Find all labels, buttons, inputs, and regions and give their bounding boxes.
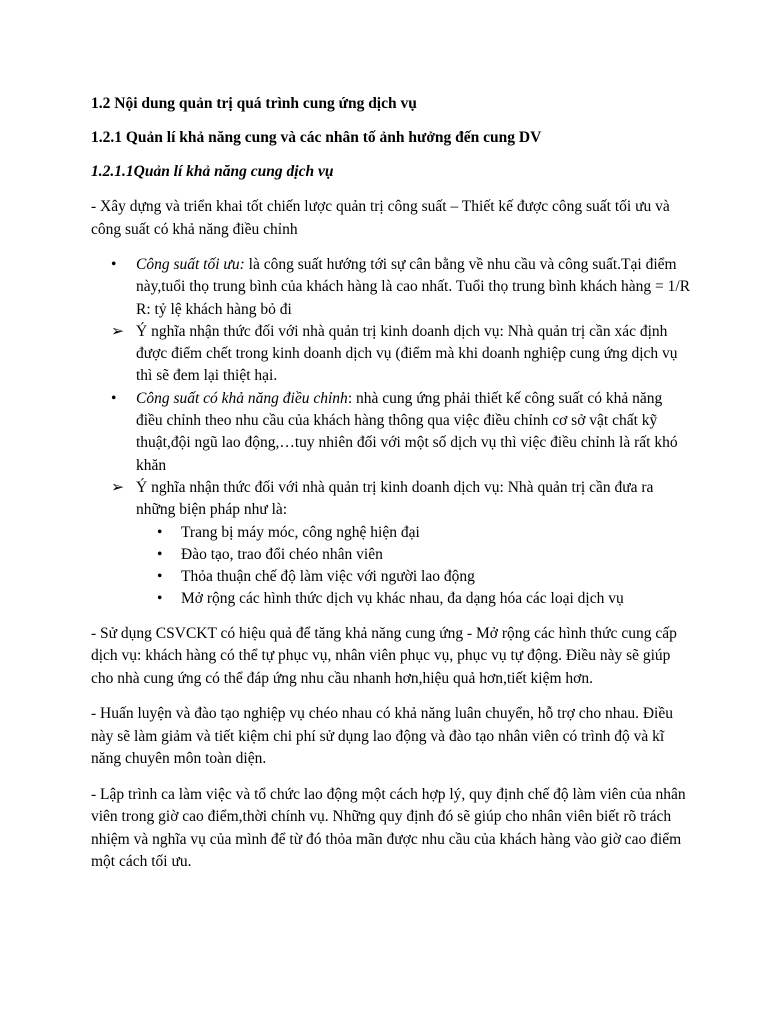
paragraph-csvckt: - Sử dụng CSVCKT có hiệu quả để tăng khả năng cung ứng - Mở rộng các hình thức cung cấp dịch vụ: khách hàng có thể tự phục vụ, nhân viên phục vụ, phục vụ tự động. Điều này sẽ giúp cho nhà cung ứng có thể đáp ứng nhu cầu nhanh hơn,hiệu quả hơn,tiết kiệm hơn. xyxy=(91,624,677,687)
sub-list-item: • Thỏa thuận chế độ làm việc với người lao động xyxy=(91,566,691,588)
list-item-optimal-capacity xyxy=(91,254,691,321)
sub-list-item: • Mở rộng các hình thức dịch vụ khác nhau, đa dạng hóa các loại dịch vụ xyxy=(91,588,691,610)
item-text: Ý nghĩa nhận thức đối với nhà quản trị kinh doanh dịch vụ: Nhà quản trị cần đưa ra những biện pháp như là: xyxy=(136,478,654,519)
sub-list-item: • Đào tạo, trao đổi chéo nhân viên xyxy=(91,544,691,566)
list-item-meaning-1 xyxy=(91,321,691,388)
bullet-icon: • xyxy=(157,568,163,586)
item-text: Ý nghĩa nhận thức đối với nhà quản trị kinh doanh dịch vụ: Nhà quản trị cần xác định được điểm chết trong kinh doanh dịch vụ (điểm mà khi doanh nghiệp cung ứng dịch vụ thì sẽ đem lại thiệt hại. xyxy=(136,322,678,385)
term-adjustable-capacity: Công suất có khả năng điều chỉnh xyxy=(136,389,348,407)
heading-1-2: 1.2 Nội dung quản trị quá trình cung ứng dịch vụ xyxy=(91,95,417,112)
capacity-list xyxy=(91,254,691,611)
bullet-icon: • xyxy=(111,256,117,273)
paragraph-training: - Huấn luyện và đào tạo nghiệp vụ chéo nhau có khả năng luân chuyển, hỗ trợ cho nhau. Điều này sẽ làm giảm và tiết kiệm chi phí sử dụng lao động và đào tạo nhân viên có trình độ và kĩ năng chuyên môn toàn diện. xyxy=(91,705,673,768)
item-text: : nhà cung ứng phải thiết kế công suất có khả năng điều chỉnh theo nhu cầu của khách hàng thông qua việc điều chỉnh cơ sở vật chất kỹ thuật,đội ngũ lao động,…tuy nhiên đối với một số dịch vụ thì việc điều chỉnh là rất khó khăn xyxy=(136,389,678,474)
list-item-adjustable-capacity xyxy=(91,388,691,477)
document-body xyxy=(91,93,691,887)
item-text: là công suất hướng tới sự cân bằng về nhu cầu và công suất.Tại điểm này,tuổi thọ trung bình của khách hàng là cao nhất. Tuổi thọ trung bình khách hàng = 1/R R: tỷ lệ khách hàng bỏ đi xyxy=(136,256,691,318)
bullet-icon: • xyxy=(111,389,117,407)
term-optimal-capacity: Công suất tối ưu: xyxy=(136,256,245,273)
bullet-icon: • xyxy=(157,590,163,608)
list-item-meaning-2 xyxy=(91,477,691,611)
heading-1-2-1-1: 1.2.1.1Quản lí khả năng cung dịch vụ xyxy=(91,163,334,180)
paragraph-scheduling: - Lập trình ca làm việc và tổ chức lao động một cách hợp lý, quy định chế độ làm viên của nhân viên trong giờ cao điểm,thời chính vụ. Những quy định đó sẽ giúp cho nhân viên biết rõ trách nhiệm và nghĩa vụ của mình để từ đó thỏa mãn được nhu cầu của khách hàng vào giờ cao điểm một cách tối ưu. xyxy=(91,785,686,871)
arrow-bullet-icon: ➢ xyxy=(111,322,124,340)
sub-list-item: • Trang bị máy móc, công nghệ hiện đại xyxy=(91,522,691,544)
arrow-bullet-icon: ➢ xyxy=(111,478,124,496)
intro-paragraph: - Xây dựng và triển khai tốt chiến lược quản trị công suất – Thiết kế được công suất tối ưu và công suất có khả năng điều chỉnh xyxy=(91,198,670,238)
bullet-icon: • xyxy=(157,545,163,563)
measures-sublist xyxy=(136,522,691,611)
bullet-icon: • xyxy=(157,523,163,541)
heading-1-2-1: 1.2.1 Quản lí khả năng cung và các nhân tố ảnh hưởng đến cung DV xyxy=(91,129,542,146)
